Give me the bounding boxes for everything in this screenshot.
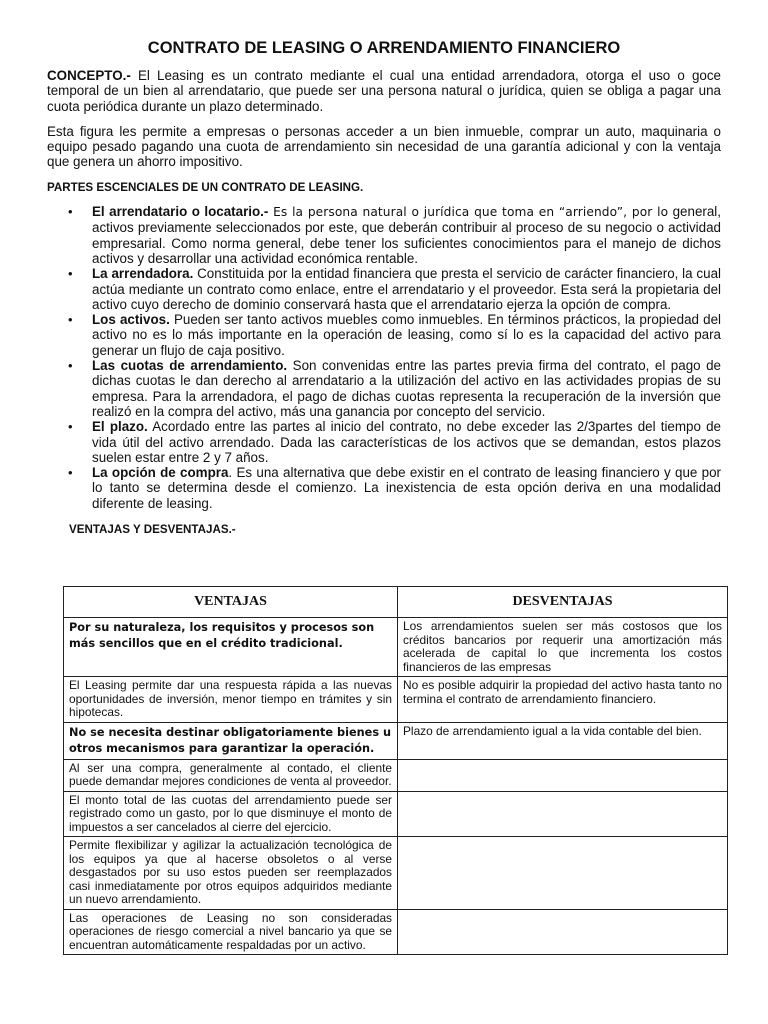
disadvantage-cell: Plazo de arrendamiento igual a la vida contable del bien. bbox=[398, 722, 728, 759]
list-item bbox=[68, 358, 721, 419]
bullet-icon: • bbox=[68, 465, 73, 481]
disadvantage-cell bbox=[398, 909, 728, 955]
vd-heading: VENTAJAS Y DESVENTAJAS.- bbox=[69, 523, 236, 537]
part-text: Constituida por la entidad financiera que presta el servicio de carácter financiero, la cual actúa mediante un contrato como enlace, entre el arrendatario y el proveedor. Esta será la propietaria del activo cuyo derecho de dominio conservará hasta que el arrendatario ejerza la opción de compra. bbox=[92, 266, 721, 312]
part-text: Son convenidas entre las partes previa firma del contrato, el pago de dichas cuotas le dan derecho al arrendatario a la utilización del activo en las actividades propias de su empresa. Para la arrendadora, el pago de dichas cuotas representa la recuperación de la inversión que realizó en la compra del activo, más una ganancia por concepto del servicio. bbox=[92, 358, 721, 419]
advantage-cell: El Leasing permite dar una respuesta rápida a las nuevas oportunidades de inversión, menor tiempo en trámites y sin hipotecas. bbox=[64, 677, 398, 723]
part-term: El arrendatario o locatario.- bbox=[92, 204, 269, 220]
table-row bbox=[64, 837, 728, 910]
bullet-icon: • bbox=[68, 312, 73, 328]
bullet-icon: • bbox=[68, 266, 73, 282]
disadvantage-cell bbox=[398, 791, 728, 837]
part-term: Los activos. bbox=[92, 312, 170, 328]
table-row bbox=[64, 759, 728, 791]
advantages-table bbox=[63, 586, 728, 955]
header-desventajas: DESVENTAJAS bbox=[398, 587, 728, 618]
bullet-icon: • bbox=[68, 204, 73, 220]
part-text: Pueden ser tanto activos muebles como inmuebles. En términos prácticos, la propiedad del activo no es lo más importante en la operación de leasing, como sí lo es la capacidad del activo para generar un flujo de caja positivo. bbox=[92, 312, 721, 358]
table-row bbox=[64, 618, 728, 677]
part-text: . Es una alternativa que debe existir en el contrato de leasing financiero y que por lo tanto se determina desde el comienzo. La inexistencia de esta opción deriva en una modalidad diferente de leasing. bbox=[92, 465, 722, 511]
advantage-cell: Por su naturaleza, los requisitos y procesos son más sencillos que en el crédito tradicional. bbox=[64, 618, 398, 677]
table-row bbox=[64, 909, 728, 955]
advantage-cell: El monto total de las cuotas del arrendamiento puede ser registrado como un gasto, por lo que disminuye el monto de impuestos a ser cancelados al cierre del ejercicio. bbox=[64, 791, 398, 837]
concept-text: El Leasing es un contrato mediante el cual una entidad arrendadora, otorga el uso o goce temporal de un bien al arrendatario, que puede ser una persona natural o jurídica, quien se obliga a pagar una cuota periódica durante un plazo determinado. bbox=[47, 68, 721, 114]
list-item bbox=[68, 312, 721, 358]
part-term: Las cuotas de arrendamiento. bbox=[92, 358, 288, 374]
table-row bbox=[64, 677, 728, 723]
advantage-cell: Al ser una compra, generalmente al contado, el cliente puede demandar mejores condiciones de venta al proveedor. bbox=[64, 759, 398, 791]
disadvantage-cell: No es posible adquirir la propiedad del activo hasta tanto no termina el contrato de arrendamiento financiero. bbox=[398, 677, 728, 723]
table-header-row bbox=[64, 587, 728, 618]
concept-label: CONCEPTO.- bbox=[47, 68, 131, 83]
disadvantage-cell bbox=[398, 759, 728, 791]
header-ventajas: VENTAJAS bbox=[64, 587, 398, 618]
list-item bbox=[68, 465, 722, 511]
advantage-cell: Permite flexibilizar y agilizar la actualización tecnológica de los equipos ya que al hacerse obsoletos o al verse desgastados por su uso estos pueden ser reemplazados casi inmediatamente por otros equipos adquiridos mediante un nuevo arrendamiento. bbox=[64, 837, 398, 910]
disadvantage-cell bbox=[398, 837, 728, 910]
concept-paragraph bbox=[47, 68, 721, 114]
document-page bbox=[47, 38, 721, 553]
table-row bbox=[64, 722, 728, 759]
part-text: Acordado entre las partes al inicio del contrato, no debe exceder las 2/3partes del tiempo de vida útil del activo arrendado. Dada las características de los activos que se demandan, estos plazos suelen estar entre 2 y 7 años. bbox=[92, 419, 721, 465]
part-term: El plazo. bbox=[92, 419, 148, 435]
parts-heading: PARTES ESCENCIALES DE UN CONTRATO DE LEASING. bbox=[47, 180, 364, 194]
advantage-cell: Las operaciones de Leasing no son consideradas operaciones de riesgo comercial a nivel bancario ya que se encuentran automáticamente respaldadas por un activo. bbox=[64, 909, 398, 955]
advantage-cell: No se necesita destinar obligatoriamente bienes u otros mecanismos para garantizar la operación. bbox=[64, 722, 398, 759]
table-row bbox=[64, 791, 728, 837]
part-term: La arrendadora. bbox=[92, 266, 194, 282]
disadvantage-cell: Los arrendamientos suelen ser más costosos que los créditos bancarios por requerir una amortización más acelerada de capital lo que incrementa los costos financieros de las empresas bbox=[398, 618, 728, 677]
part-text: general, activos previamente seleccionados por este, que deberán contribuir al proceso de su negocio o actividad empresarial. Como norma general, debe tener los suficientes conocimientos para el manejo de dichos activos y desarrollar una actividad económica rentable. bbox=[92, 204, 721, 266]
parts-list bbox=[47, 204, 721, 511]
list-item bbox=[68, 266, 721, 312]
bullet-icon: • bbox=[68, 419, 73, 435]
intro-paragraph: Esta figura les permite a empresas o personas acceder a un bien inmueble, comprar un auto, maquinaria o equipo pesado pagando una cuota de arrendamiento sin necesidad de una garantía adicional y con la ventaja que genera un ahorro impositivo. bbox=[47, 123, 721, 170]
bullet-icon: • bbox=[68, 358, 73, 374]
part-term: La opción de compra bbox=[92, 465, 229, 481]
document-title: CONTRATO DE LEASING O ARRENDAMIENTO FINANCIERO bbox=[147, 39, 621, 57]
list-item bbox=[68, 204, 721, 266]
list-item bbox=[68, 419, 721, 465]
part-text: Es la persona natural o jurídica que toma en “arriendo”, por lo bbox=[268, 205, 669, 220]
